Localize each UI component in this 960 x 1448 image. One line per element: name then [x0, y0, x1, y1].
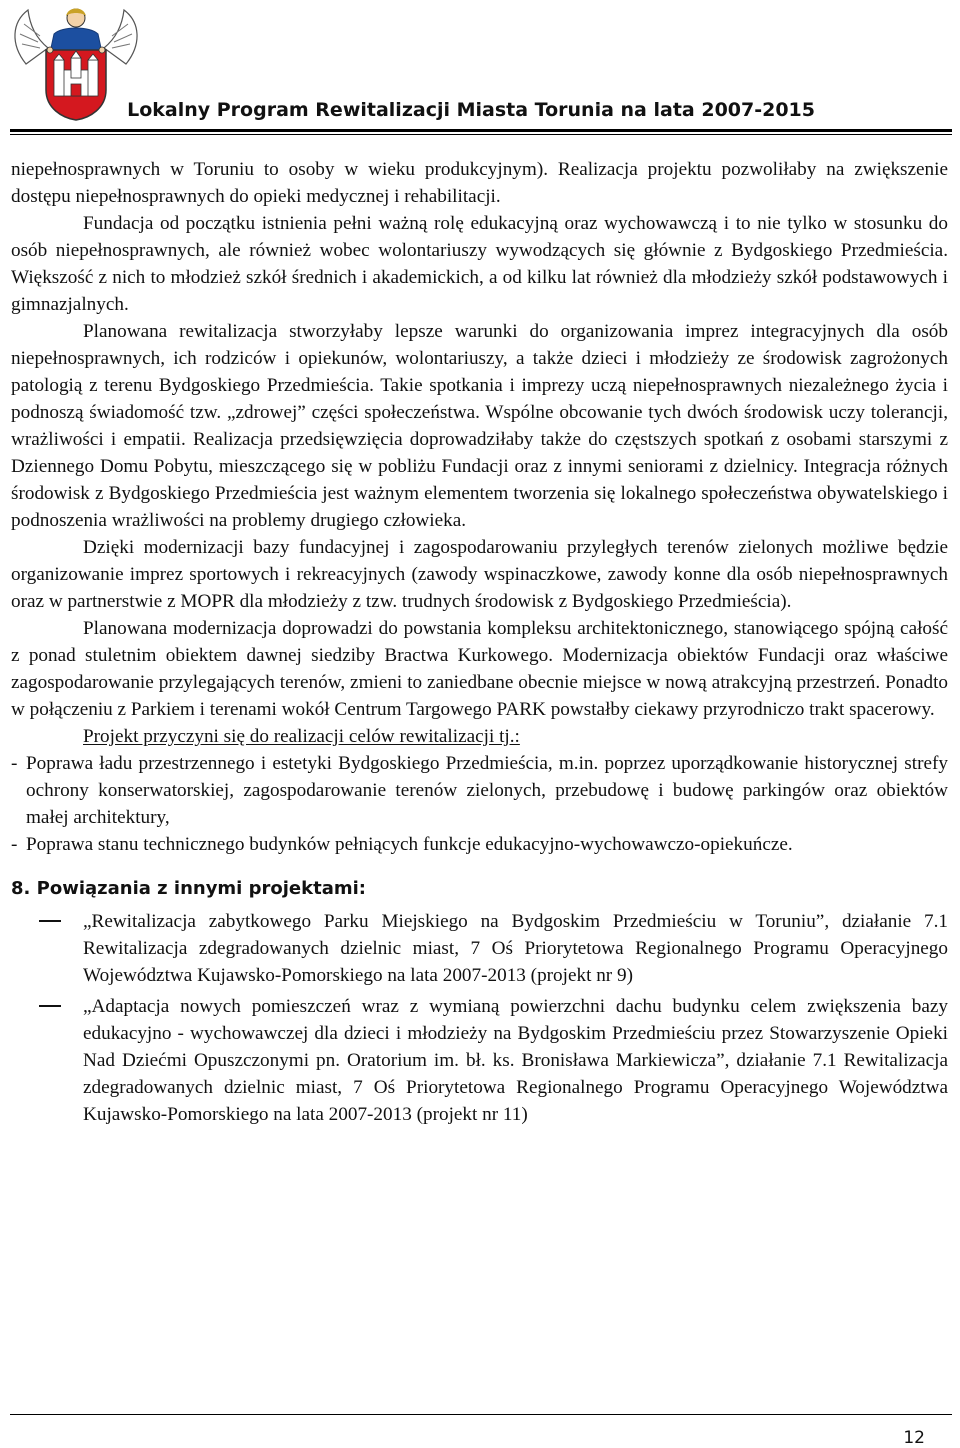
goal-text: Poprawa stanu technicznego budynków pełniących funkcje edukacyjno-wychowawczo-opiekuńcze. [26, 834, 793, 855]
list-item [11, 831, 948, 858]
list-item [11, 993, 948, 1128]
dash-marker: - [11, 834, 18, 855]
page-number: 12 [903, 1428, 925, 1448]
list-item [11, 908, 948, 989]
dash-bullet-icon [39, 1005, 61, 1007]
header-divider-thin [10, 134, 952, 135]
header-title: Lokalny Program Rewitalizacji Miasta Torunia na lata 2007-2015 [127, 99, 815, 121]
paragraph-2: Fundacja od początku istnienia pełni ważną rolę edukacyjną oraz wychowawczą i to nie tylko w stosunku do osób niepełnosprawnych, ale również wobec wolontariuszy wywodzących się głównie z Bydgoskiego Przedmieścia. Większość z nich to młodzież szkół średnich i akademickich, a od kilku lat również dla młodzieży szkół podstawowych i gimnazjalnych. [11, 213, 948, 315]
header-divider [10, 129, 952, 132]
list-item [11, 750, 948, 831]
paragraph-5: Planowana modernizacja doprowadzi do powstania kompleksu architektonicznego, stanowiącego spójną całość z ponad stuletnim obiektem dawnej siedziby Bractwa Kurkowego. Modernizacja obiektów Fundacji oraz właściwe zagospodarowanie przylegających terenów, zmieni to zaniedbane obecnie miejsce w nową atrakcyjną przestrzeń. Ponadto w połączeniu z Parkiem i terenami wokół Centrum Targowego PARK powstałby ciekawy przyrodniczo trakt spacerowy. [11, 618, 948, 720]
dash-marker: - [11, 753, 18, 774]
goals-heading-text: Projekt przyczyni się do realizacji celów rewitalizacji tj.: [83, 726, 520, 747]
goals-heading [11, 723, 948, 750]
related-project-text: „Rewitalizacja zabytkowego Parku Miejskiego na Bydgoskim Przedmieściu w Toruniu”, działanie 7.1 Rewitalizacja zdegradowanych dzielnic miast, 7 Oś Priorytetowa Regionalnego Programu Operacyjnego Województwa Kujawsko-Pomorskiego na lata 2007-2013 (projekt nr 9) [83, 911, 948, 986]
torun-coat-of-arms-icon [6, 4, 146, 122]
related-project-text: „Adaptacja nowych pomieszczeń wraz z wymianą powierzchni dachu budynku celem zwiększenia bazy edukacyjno - wychowawczej dla dzieci i młodzieży na Bydgoskim Przedmieściu przez Stowarzyszenie Opieki Nad Dziećmi Opuszczonymi pn. Oratorium im. bł. ks. Bronisława Markiewicza”, działanie 7.1 Rewitalizacja zdegradowanych dzielnic miast, 7 Oś Priorytetowa Regionalnego Programu Operacyjnego Województwa Kujawsko-Pomorskiego na lata 2007-2013 (projekt nr 11) [83, 996, 948, 1125]
document-body [11, 156, 948, 1132]
related-projects-list [11, 908, 948, 1128]
paragraph-1: niepełnosprawnych w Toruniu to osoby w wieku produkcyjnym). Realizacja projektu pozwoliłaby na zwiększenie dostępu niepełnosprawnych do opieki medycznej i rehabilitacji. [11, 159, 948, 207]
dash-bullet-icon [39, 920, 61, 922]
footer-divider [10, 1414, 952, 1415]
paragraph-4: Dzięki modernizacji bazy fundacyjnej i zagospodarowaniu przyległych terenów zielonych możliwe będzie organizowanie imprez sportowych i rekreacyjnych (zawody wspinaczkowe, zawody konne dla osób niepełnosprawnych oraz w partnerstwie z MOPR dla młodzieży z tzw. trudnych środowisk z Bydgoskiego Przedmieścia). [11, 537, 948, 612]
paragraph-3: Planowana rewitalizacja stworzyłaby lepsze warunki do organizowania imprez integracyjnych dla osób niepełnosprawnych, ich rodziców i opiekunów, wolontariuszy, a także dzieci i młodzieży ze środowisk zagrożonych patologią z terenu Bydgoskiego Przedmieścia. Takie spotkania i imprezy uczą niepełnosprawnych niezależnego życia i podnoszą świadomość tzw. „zdrowej” części społeczeństwa. Wspólne obcowanie tych dwóch środowisk uczy tolerancji, wrażliwości i empatii. Realizacja przedsięwzięcia doprowadziłaby także do częstszych spotkań z osobami starszymi z Dziennego Domu Pobytu, mieszczącego się w pobliżu Fundacji oraz z innymi seniorami z dzielnicy. Integracja różnych środowisk z Bydgoskiego Przedmieścia jest ważnym elementem tworzenia się lokalnego społeczeństwa obywatelskiego i podnoszenia wrażliwości na problemy drugiego człowieka. [11, 321, 948, 531]
section-8-heading: 8. Powiązania z innymi projektami: [11, 878, 366, 899]
goal-text: Poprawa ładu przestrzennego i estetyki Bydgoskiego Przedmieścia, m.in. poprzez uporządkowanie historycznej strefy ochrony konserwatorskiej, zagospodarowanie terenów zielonych, przebudowę i budowę parkingów oraz obiektów małej architektury, [26, 753, 948, 828]
goals-list [11, 750, 948, 858]
